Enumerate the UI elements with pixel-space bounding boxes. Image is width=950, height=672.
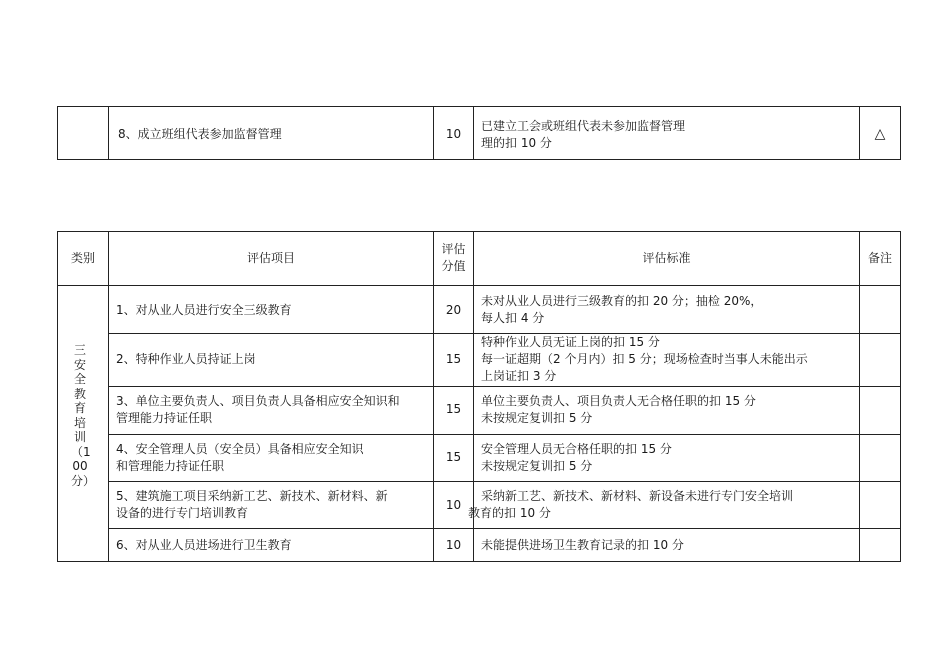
category-label: 三安全教育培训（100分） — [71, 343, 96, 488]
top-item-text: 8、成立班组代表参加监督管理 — [118, 127, 282, 141]
main-table-border — [108, 434, 901, 435]
row-standard-text: 特种作业人员无证上岗的扣 15 分 — [481, 335, 660, 349]
main-table-border — [57, 231, 58, 562]
row-standard-text: 每人扣 4 分 — [481, 311, 545, 325]
row-item-text: 4、安全管理人员（安全员）具备相应安全知识 — [116, 442, 364, 456]
row-score-text: 15 — [445, 402, 462, 416]
top-score-text: 10 — [445, 127, 462, 141]
row-standard-text: 每一证超期（2 个月内）扣 5 分；现场检查时当事人未能出示 — [481, 352, 808, 366]
row-item-text: 5、建筑施工项目采纳新工艺、新技术、新材料、新 — [116, 489, 388, 503]
top-table-border — [900, 106, 901, 160]
row-item-text: 管理能力持证任职 — [116, 411, 213, 425]
row-score-text: 15 — [445, 450, 462, 464]
row-score-text: 20 — [445, 303, 462, 317]
row-score-text: 10 — [445, 498, 462, 512]
row-standard-text: 单位主要负责人、项目负责人无合格任职的扣 15 分 — [481, 394, 756, 408]
header-standard: 评估标准 — [642, 251, 691, 265]
row-item-text: 6、对从业人员进场进行卫生教育 — [116, 538, 292, 552]
main-table-border — [57, 285, 901, 286]
header-remark: 备注 — [867, 251, 892, 265]
main-table-border — [108, 481, 901, 482]
row-standard-text: 上岗证扣 3 分 — [481, 369, 557, 383]
row-item-text: 和管理能力持证任职 — [116, 459, 225, 473]
row-item-text: 2、特种作业人员持证上岗 — [116, 352, 256, 366]
main-table-border — [108, 386, 901, 387]
main-table-border — [859, 231, 860, 562]
top-standard-line2: 理的扣 10 分 — [481, 136, 552, 150]
row-standard-text: 未按规定复训扣 5 分 — [481, 411, 593, 425]
top-table-border — [57, 159, 901, 160]
main-table-border — [57, 231, 901, 232]
row-standard-text: 教育的扣 10 分 — [468, 506, 551, 520]
header-item: 评估项目 — [246, 251, 295, 265]
main-table-border — [108, 528, 901, 529]
top-table-border — [108, 106, 109, 160]
top-table-border — [57, 106, 901, 107]
row-standard-text: 安全管理人员无合格任职的扣 15 分 — [481, 442, 672, 456]
main-table-border — [57, 561, 901, 562]
row-score-text: 15 — [445, 352, 462, 366]
header-score-line2: 分值 — [441, 259, 466, 273]
main-table-border — [900, 231, 901, 562]
top-remark-triangle: △ — [874, 126, 886, 142]
row-standard-text: 未能提供进场卫生教育记录的扣 10 分 — [481, 538, 684, 552]
row-standard-text: 未对从业人员进行三级教育的扣 20 分；抽检 20%， — [481, 294, 763, 308]
main-table-border — [108, 231, 109, 562]
row-item-text: 设备的进行专门培训教育 — [116, 506, 249, 520]
header-category: 类别 — [70, 251, 95, 265]
row-standard-text: 未按规定复训扣 5 分 — [481, 459, 593, 473]
top-standard-line1: 已建立工会或班组代表未参加监督管理 — [481, 119, 686, 133]
row-item-text: 1、对从业人员进行安全三级教育 — [116, 303, 292, 317]
row-standard-text: 采纳新工艺、新技术、新材料、新设备未进行专门安全培训 — [481, 489, 794, 503]
top-table-border — [57, 106, 58, 160]
row-item-text: 3、单位主要负责人、项目负责人具备相应安全知识和 — [116, 394, 400, 408]
header-score-line1: 评估 — [441, 242, 466, 256]
top-table-border — [473, 106, 474, 160]
row-score-text: 10 — [445, 538, 462, 552]
